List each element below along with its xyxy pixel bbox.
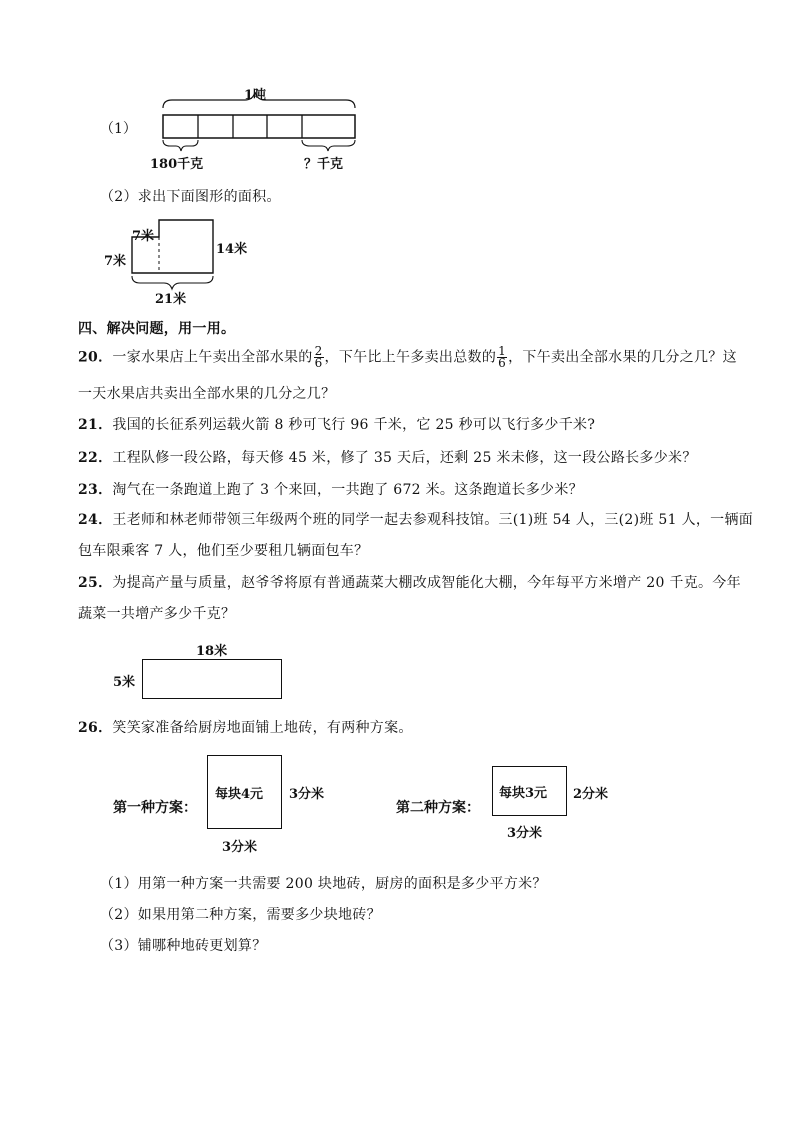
q2-area-text: （2）求出下面图形的面积。: [100, 189, 281, 205]
q20-part1: 一家水果店上午卖出全部水果的: [112, 349, 313, 366]
dim-right: 14米: [216, 242, 248, 257]
q25-line1: 25．为提高产量与质量，赵爷爷将原有普通蔬菜大棚改成智能化大棚，今年每平方米增产 20 千克。今年: [78, 575, 741, 591]
q24-line1: 24．王老师和林老师带领三年级两个班的同学一起去参观科技馆。三(1)班 54 人，三(2)班 51 人，一辆面: [78, 512, 754, 528]
q20-line2: 一天水果店共卖出全部水果的几分之几？: [78, 386, 336, 402]
ton-top-label: 1吨: [244, 88, 267, 103]
ton-right-bottom-label: ？千克: [304, 157, 344, 172]
q26-sub3: （3）铺哪种地砖更划算？: [100, 938, 267, 954]
q20-part3: ，下午卖出全部水果的几分之几？这: [508, 349, 737, 366]
dim-bottom: 21米: [155, 292, 187, 307]
plan1-label: 第一种方案：: [113, 800, 197, 816]
q20-line1: [78, 346, 737, 369]
q22: 22．工程队修一段公路，每天修 45 米，修了 35 天后，还剩 25 米未修，这一段公路长多少米？: [78, 450, 697, 466]
q26-sub2: （2）如果用第二种方案，需要多少块地砖？: [100, 907, 381, 923]
q25-rectangle: [142, 659, 282, 699]
q20-fraction-1: $\frac{2}{6}$: [314, 344, 323, 370]
q25-rect-left-label: 5米: [113, 675, 136, 690]
plan1-price: 每块4元: [215, 787, 264, 802]
plan1-bottom: 3分米: [222, 840, 258, 855]
q24-line2: 包车限乘客 7 人，他们至少要租几辆面包车？: [78, 543, 369, 559]
q26: 26．笑笑家准备给厨房地面铺上地砖，有两种方案。: [78, 720, 413, 736]
section-title: 四、解决问题，用一用。: [78, 321, 236, 337]
plan2-label: 第二种方案：: [396, 800, 480, 816]
q26-sub1: （1）用第一种方案一共需要 200 块地砖，厨房的面积是多少平方米？: [100, 876, 547, 892]
q21: 21．我国的长征系列运载火箭 8 秒可飞行 96 千米，它 25 秒可以飞行多少千米?: [78, 417, 596, 433]
ton-left-bottom-label: 180千克: [150, 157, 204, 172]
q23: 23．淘气在一条跑道上跑了 3 个来回，一共跑了 672 米。这条跑道长多少米？: [78, 482, 583, 498]
plan1-side: 3分米: [289, 787, 325, 802]
plan2-side: 2分米: [573, 787, 609, 802]
q20-fraction-2: $\frac{1}{6}$: [498, 344, 507, 370]
plan2-price: 每块3元: [499, 786, 548, 801]
dim-top-left: 7米: [132, 229, 155, 244]
q20-part2: ，下午比上午多卖出总数的: [324, 349, 497, 366]
q25-rect-top-label: 18米: [196, 644, 228, 659]
q25-line2: 蔬菜一共增产多少千克？: [78, 606, 236, 622]
fig-ton-label: （1）: [100, 121, 137, 137]
dim-left: 7米: [104, 254, 127, 269]
q20-number: 20．: [78, 349, 113, 366]
plan2-bottom: 3分米: [507, 826, 543, 841]
